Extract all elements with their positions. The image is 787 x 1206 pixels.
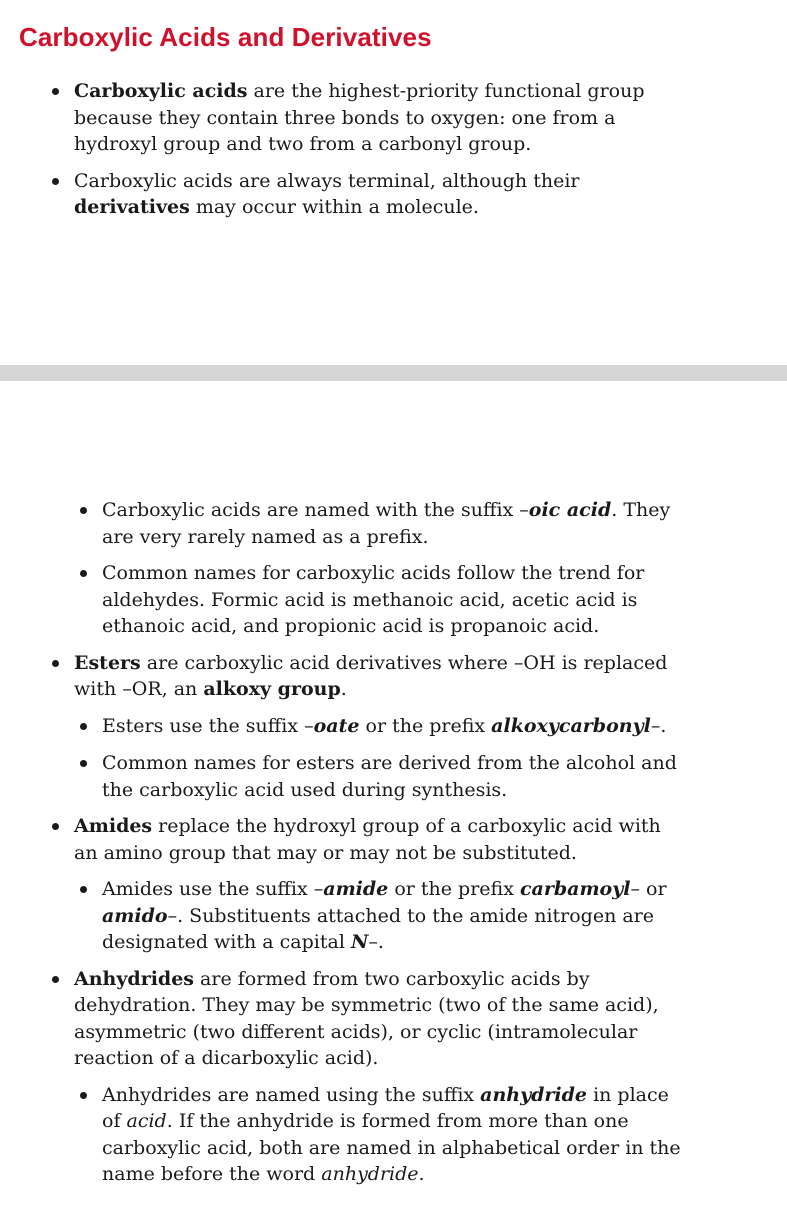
term-oic-acid: oic acid xyxy=(528,499,612,521)
term-n: N xyxy=(350,931,369,953)
sub-bullet-amide-naming: Amides use the suffix –amide or the prefix carbamoyl– or amido–. Substituents attached to the amide nitrogen are designated with a capital N–. xyxy=(0,876,787,956)
term-alkoxy-group: alkoxy group xyxy=(203,678,341,700)
bullet-esters: Esters are carboxylic acid derivatives where –OH is replaced with –OR, an alkoxy group. xyxy=(0,650,787,703)
bullet-carboxylic-acids-priority: Carboxylic acids are the highest-priority functional group because they contain three bonds to oxygen: one from a hydroxyl group and two from a carbonyl group. xyxy=(0,78,787,158)
term-esters: Esters xyxy=(74,651,141,674)
term-derivatives: derivatives xyxy=(74,196,190,218)
term-alkoxycarbonyl: alkoxycarbonyl xyxy=(491,714,651,737)
sub-bullet-anhydride-naming: Anhydrides are named using the suffix anhydride in place of acid. If the anhydride is formed from more than one carboxylic acid, both are named in alphabetical order in the name before the word anhydride. xyxy=(0,1082,787,1188)
term-carboxylic-acids: Carboxylic acids xyxy=(74,80,248,102)
page-divider xyxy=(0,365,787,381)
bullet-amides: Amides replace the hydroxyl group of a carboxylic acid with an amino group that may or may not be substituted. xyxy=(0,813,787,866)
term-oate: oate xyxy=(313,714,360,737)
bullet-anhydrides: Anhydrides are formed from two carboxylic acids by dehydration. They may be symmetric (two of the same acid), asymmetric (two different acids), or cyclic (intramolecular reaction of a dicarboxylic acid). xyxy=(0,966,787,1072)
term-amides: Amides xyxy=(74,815,153,837)
term-anhydride: anhydride xyxy=(480,1083,588,1106)
page-2-content xyxy=(0,497,787,1188)
term-anhydride-word: anhydride xyxy=(321,1163,419,1185)
sub-bullet-acid-suffix: Carboxylic acids are named with the suffix –oic acid. They are very rarely named as a prefix. xyxy=(0,497,787,550)
page-1-content xyxy=(0,78,787,221)
sub-bullet-ester-suffix: Esters use the suffix –oate or the prefix alkoxycarbonyl–. xyxy=(0,713,787,740)
term-acid: acid xyxy=(126,1110,167,1132)
sub-bullet-ester-common-names: Common names for esters are derived from the alcohol and the carboxylic acid used during synthesis. xyxy=(0,750,787,803)
term-amide: amide xyxy=(323,878,389,900)
term-amido: amido xyxy=(102,904,168,927)
page-title: Carboxylic Acids and Derivatives xyxy=(19,22,432,52)
sub-bullet-acid-common-names: Common names for carboxylic acids follow the trend for aldehydes. Formic acid is methanoic acid, acetic acid is ethanoic acid, and propionic acid is propanoic acid. xyxy=(0,560,787,640)
term-anhydrides: Anhydrides xyxy=(74,967,194,990)
term-carbamoyl: carbamoyl xyxy=(519,878,631,900)
bullet-carboxylic-acids-terminal: Carboxylic acids are always terminal, although their derivatives may occur within a molecule. xyxy=(0,168,787,221)
